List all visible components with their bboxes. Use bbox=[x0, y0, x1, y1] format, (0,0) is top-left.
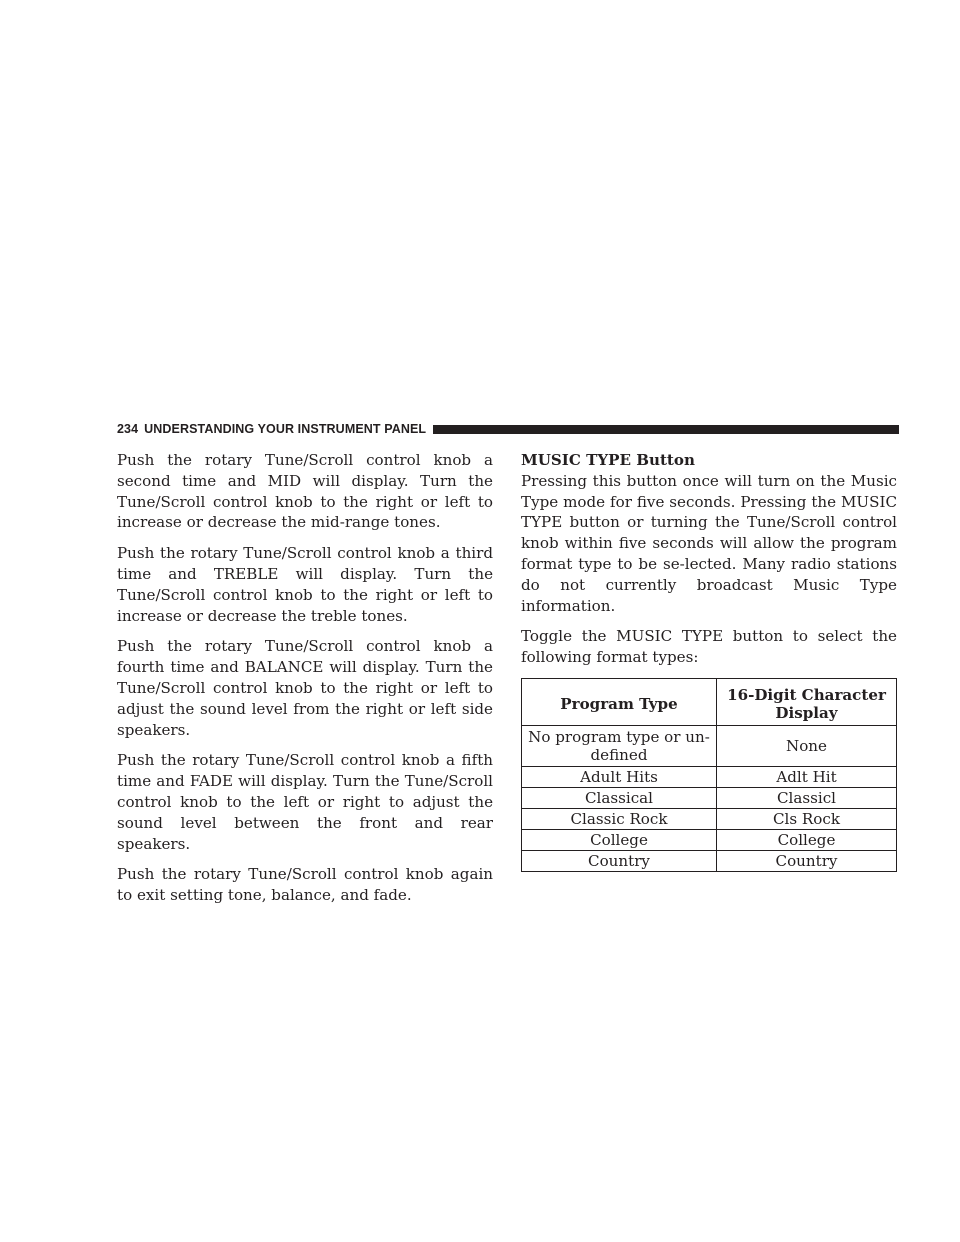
table-row bbox=[522, 829, 897, 850]
table-cell: Adult Hits bbox=[522, 766, 717, 787]
table-cell: Country bbox=[717, 850, 897, 871]
paragraph-toggle: Toggle the MUSIC TYPE button to select the following format types: bbox=[521, 627, 897, 667]
table-cell: Classicl bbox=[717, 787, 897, 808]
paragraph-music-type: Pressing this button once will turn on the Music Type mode for five seconds. Pressing the MUSIC TYPE button or turning the Tune/Scroll control knob within five seconds will allow the program format type to be se-lected. Many radio stations do not currently broadcast Music Type information. bbox=[521, 471, 897, 615]
table-cell: None bbox=[717, 725, 897, 766]
paragraph-balance: Push the rotary Tune/Scroll control knob a fourth time and BALANCE will display. Turn the Tune/Scroll control knob to the right or left to adjust the sound level from the right or left side speakers. bbox=[117, 637, 493, 739]
table-header-row bbox=[522, 678, 897, 725]
column-header: 16-Digit Character Display bbox=[717, 678, 897, 725]
table-cell: Adlt Hit bbox=[717, 766, 897, 787]
column-header: Program Type bbox=[522, 678, 717, 725]
table-row bbox=[522, 766, 897, 787]
table-row bbox=[522, 808, 897, 829]
table-cell: College bbox=[717, 829, 897, 850]
page-number: 234 bbox=[117, 422, 139, 436]
section-heading: MUSIC TYPE Button bbox=[521, 451, 695, 469]
table-row bbox=[522, 850, 897, 871]
header-rule bbox=[433, 425, 899, 434]
table-cell: Classic Rock bbox=[522, 808, 717, 829]
table-cell: Cls Rock bbox=[717, 808, 897, 829]
right-column bbox=[521, 450, 897, 872]
table-row bbox=[522, 787, 897, 808]
paragraph-fade: Push the rotary Tune/Scroll control knob a fifth time and FADE will display. Turn the Tune/Scroll control knob to the left or right to adjust the sound level between the front and rear speakers. bbox=[117, 751, 493, 853]
table-cell: Country bbox=[522, 850, 717, 871]
section-title: UNDERSTANDING YOUR INSTRUMENT PANEL bbox=[144, 422, 427, 436]
table-row bbox=[522, 725, 897, 766]
paragraph-treble: Push the rotary Tune/Scroll control knob a third time and TREBLE will display. Turn the Tune/Scroll control knob to the right or left to increase or decrease the treble tones. bbox=[117, 544, 493, 625]
page-header bbox=[117, 420, 899, 438]
table-cell: No program type or un-defined bbox=[522, 725, 717, 766]
left-column bbox=[117, 450, 493, 916]
format-types-table bbox=[521, 678, 897, 872]
table-cell: Classical bbox=[522, 787, 717, 808]
paragraph-exit: Push the rotary Tune/Scroll control knob again to exit setting tone, balance, and fade. bbox=[117, 865, 493, 905]
table-cell: College bbox=[522, 829, 717, 850]
paragraph-mid: Push the rotary Tune/Scroll control knob a second time and MID will display. Turn the Tune/Scroll control knob to the right or left to increase or decrease the mid-range tones. bbox=[117, 451, 493, 532]
